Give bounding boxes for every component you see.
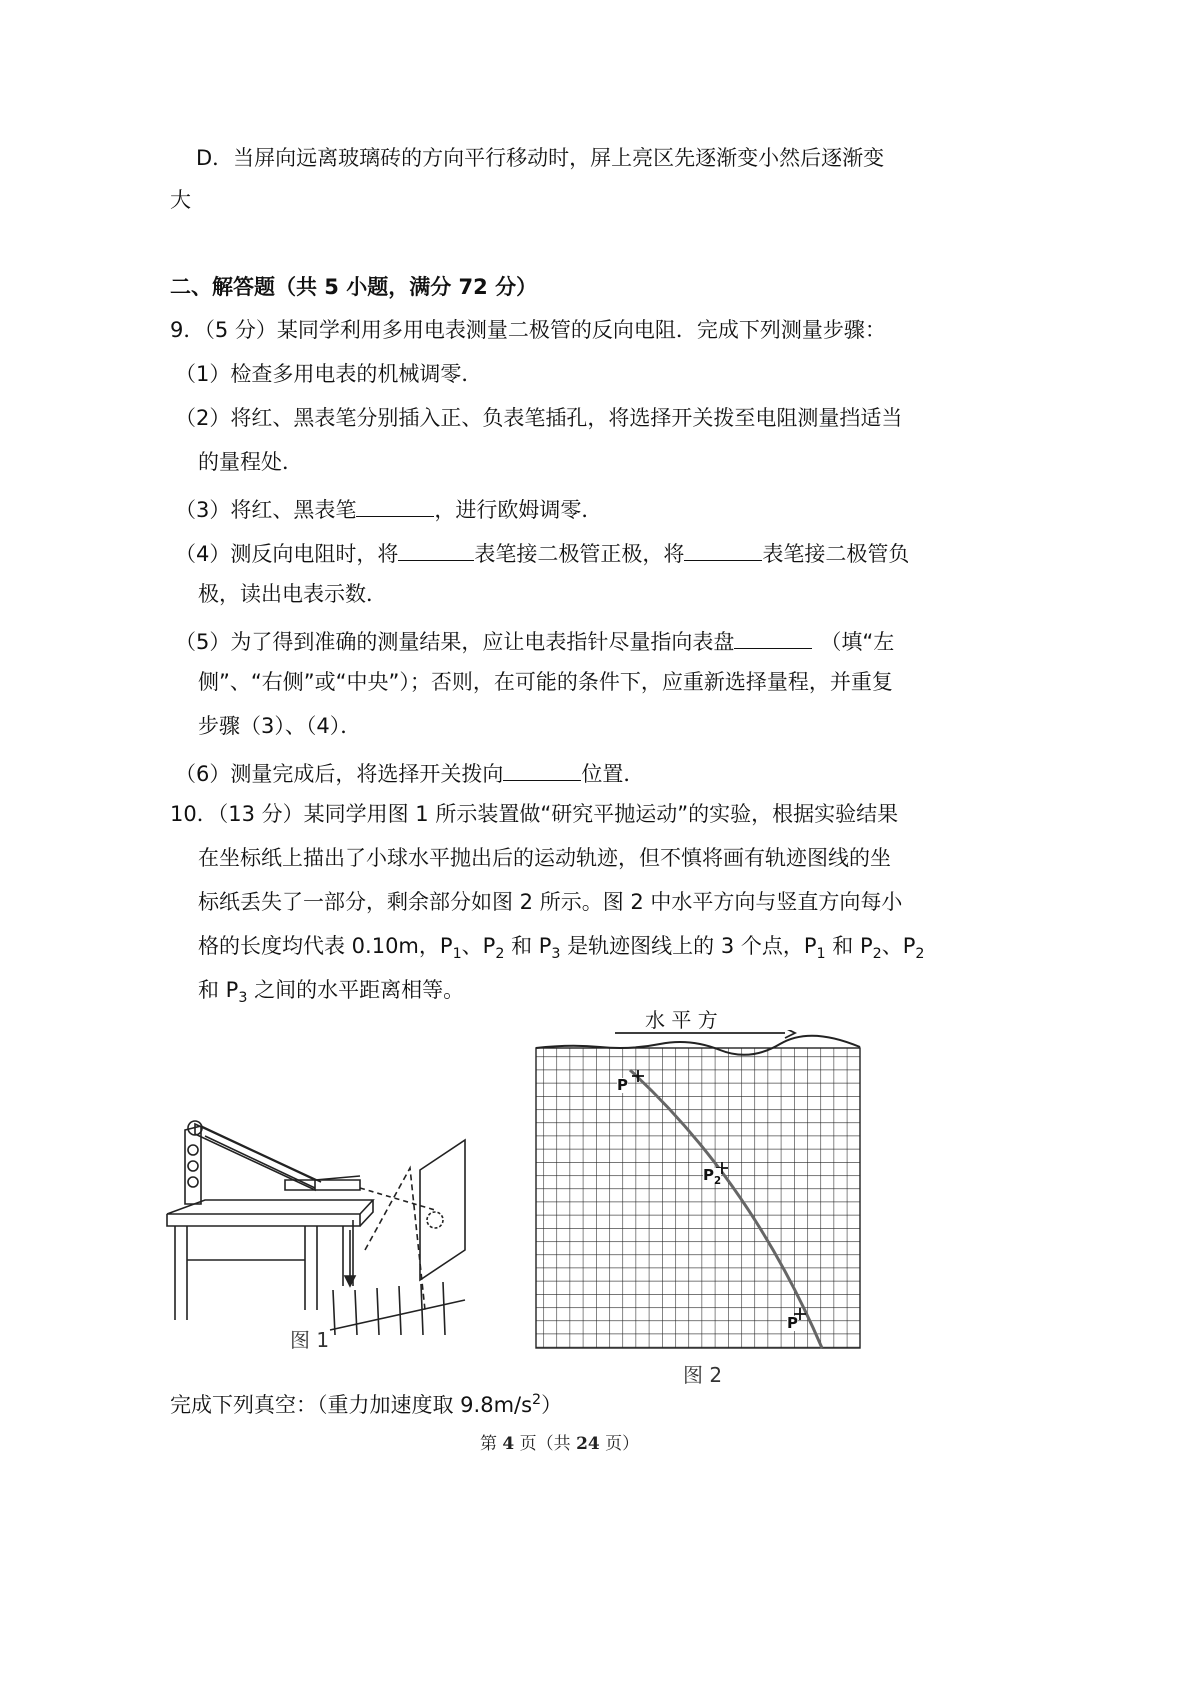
q10-line5-sub1: 3 xyxy=(238,990,248,1007)
footer-total-pages: 24 xyxy=(576,1434,600,1454)
q9-step5-blank[interactable] xyxy=(734,628,812,649)
q9-stem: 9．（5 分）某同学利用多用电表测量二极管的反向电阻．完成下列测量步骤： xyxy=(170,318,886,342)
q9-step3-blank[interactable] xyxy=(356,496,434,517)
figure-2-arrow-label: 水 平 方 xyxy=(645,1008,718,1032)
q9-step6-blank[interactable] xyxy=(503,760,581,781)
q9-step4-blank-1[interactable] xyxy=(398,540,474,561)
q9-step4-line1 xyxy=(175,540,909,565)
point-p2-label xyxy=(703,1166,722,1187)
point-p3-label: P xyxy=(787,1314,798,1332)
figure-2-caption: 图 2 xyxy=(683,1363,723,1387)
figure-2-grid xyxy=(530,1030,870,1360)
q9-step5-text-a: （5）为了得到准确的测量结果，应让电表指针尽量指向表盘 xyxy=(175,629,735,654)
point-p1-label: P xyxy=(617,1076,628,1094)
point-p2-sub: 2 xyxy=(714,1176,722,1187)
q10-fill-prompt-b: ） xyxy=(541,1393,563,1417)
q10-line4-sub3: 3 xyxy=(551,946,561,963)
q10-line5-b: 之间的水平距离相等。 xyxy=(247,978,465,1002)
q10-fill-prompt xyxy=(170,1392,563,1417)
q9-step6-text-a: （6）测量完成后，将选择开关拨向 xyxy=(175,761,504,786)
q10-line4-f: 、P xyxy=(881,934,916,958)
q9-step5-line1 xyxy=(175,628,894,653)
q10-line4-sub2: 2 xyxy=(495,946,505,963)
horizontal-direction-arrow xyxy=(615,1030,795,1038)
q9-step3 xyxy=(175,496,602,521)
q9-step4-line2: 极，读出电表示数． xyxy=(198,582,387,606)
q10-line4-sub1: 1 xyxy=(452,946,462,963)
q9-step5-text-b: （填“左 xyxy=(820,629,895,654)
point-p2-letter: P xyxy=(703,1166,714,1184)
q9-step4-text-c: 表笔接二极管负 xyxy=(762,541,910,566)
q9-step5-line2: 侧”、“右侧”或“中央”）；否则，在可能的条件下，应重新选择量程，并重复 xyxy=(198,670,893,694)
q10-fill-prompt-a: 完成下列真空：（重力加速度取 9.8m/s xyxy=(170,1393,533,1417)
q10-line4-b: 、P xyxy=(461,934,496,958)
section-heading: 二、解答题（共 5 小题，满分 72 分） xyxy=(170,275,538,299)
q10-line4-sub5: 2 xyxy=(872,946,882,963)
option-d-line2: 大 xyxy=(170,188,191,212)
q9-step2-line2: 的量程处． xyxy=(198,450,303,474)
page-footer xyxy=(480,1436,639,1453)
q9-step6 xyxy=(175,760,644,785)
q9-step3-text-a: （3）将红、黑表笔 xyxy=(175,497,357,522)
q10-fill-prompt-sup: 2 xyxy=(532,1392,542,1408)
q9-step1: （1）检查多用电表的机械调零． xyxy=(175,362,483,386)
q10-line4-e: 和 P xyxy=(825,934,873,958)
q9-step2-line1: （2）将红、黑表笔分别插入正、负表笔插孔，将选择开关拨至电阻测量挡适当 xyxy=(175,406,903,430)
q10-line4 xyxy=(198,934,925,963)
q10-line2: 在坐标纸上描出了小球水平抛出后的运动轨迹，但不慎将画有轨迹图线的坐 xyxy=(198,846,891,870)
footer-text-a: 第 xyxy=(480,1434,503,1454)
q10-line4-c: 和 P xyxy=(504,934,552,958)
footer-page-number: 4 xyxy=(502,1434,515,1454)
q9-step4-text-a: （4）测反向电阻时，将 xyxy=(175,541,399,566)
figure-1-apparatus xyxy=(165,1110,475,1350)
q10-line5-a: 和 P xyxy=(198,978,239,1002)
q10-line4-d: 是轨迹图线上的 3 个点，P xyxy=(560,934,817,958)
footer-text-b: 页（共 xyxy=(514,1434,577,1454)
q9-step5-line3: 步骤（3）、（4）． xyxy=(198,714,362,738)
q9-step4-text-b: 表笔接二极管正极，将 xyxy=(474,541,685,566)
q10-line3: 标纸丢失了一部分，剩余部分如图 2 所示。图 2 中水平方向与竖直方向每小 xyxy=(198,890,903,914)
footer-text-c: 页） xyxy=(599,1434,640,1454)
q10-line1: 10．（13 分）某同学用图 1 所示装置做“研究平抛运动”的实验，根据实验结果 xyxy=(170,802,899,826)
q10-line4-sub4: 1 xyxy=(816,946,826,963)
option-d-line1: D．当屏向远离玻璃砖的方向平行移动时，屏上亮区先逐渐变小然后逐渐变 xyxy=(196,146,885,170)
q10-line4-a: 格的长度均代表 0.10m，P xyxy=(198,934,453,958)
q10-line5 xyxy=(198,978,465,1007)
q9-step3-text-b: ，进行欧姆调零． xyxy=(434,497,603,522)
q10-line4-sub6: 2 xyxy=(915,946,925,963)
q9-step6-text-b: 位置． xyxy=(581,761,645,786)
figure-1-caption: 图 1 xyxy=(290,1328,330,1352)
q9-step4-blank-2[interactable] xyxy=(684,540,762,561)
